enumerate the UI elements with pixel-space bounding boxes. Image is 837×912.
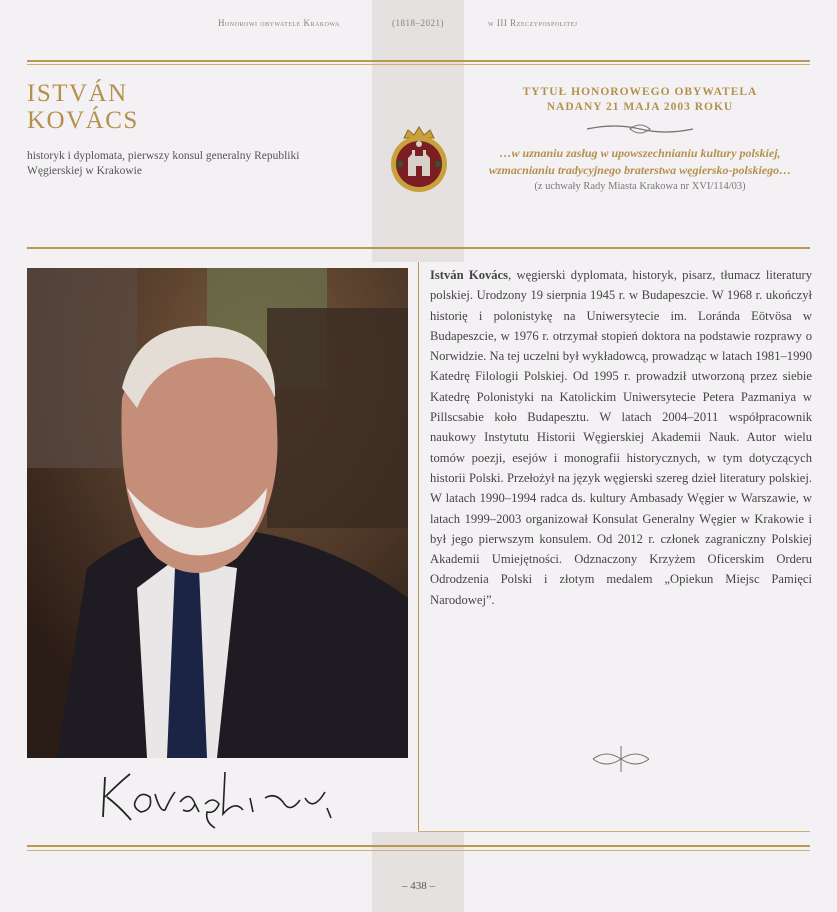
krakow-crest-icon [388,124,450,194]
biography [430,265,812,610]
last-name: KOVÁCS [27,107,139,134]
portrait-photo [27,268,408,758]
title-line-2: NADANY 21 MAJA 2003 ROKU [546,101,734,113]
mid-rule [27,247,810,249]
page-number: – 438 – [402,880,435,892]
running-head-left: Honorowi obywatele Krakowa [218,18,340,28]
portrait-illustration [27,268,408,758]
person-subtitle: historyk i dyplomata, pierwszy konsul generalny Republiki Węgierskiej w Krakowie [27,150,300,177]
top-rule-thin [27,64,810,65]
bottom-inner-rule [418,831,810,832]
first-name: ISTVÁN [27,80,128,107]
running-head-right: w III Rzeczypospolitej [488,18,578,28]
person-name [27,80,139,134]
ornament-icon [591,744,651,774]
title-block [480,85,800,192]
title-source: (z uchwały Rady Miasta Krakowa nr XVI/114/03) [534,181,746,192]
column-divider [418,262,419,832]
bio-text: , węgierski dyplomata, historyk, pisarz, tłumacz literatury polskiej. Urodzony 19 sierpnia 1945 r. w Budapeszcie. W 1968 r. ukończył historię i polonistykę na Uniwersytecie im. Loránda Eötvösa w Budapeszcie, w 1976 r. otrzymał stopień doktora na podstawie rozprawy o Norwidzie. Na tej uczelni był wykładowcą, prowadząc w latach 1981–1990 Katedrę Filologii Polskiej. Od 1995 r. prowadził utworzoną przez siebie Katedrę Polonistyki na Katolickim Uniwersytecie Petera Pazmaniya w Pillscsabie koło Budapesztu. W latach 2004–2011 współpracownik naukowy Instytutu Historii Węgierskiej Akademii Nauk. Autor wielu tomów poezji, esejów i monografii historycznych, w tym dotyczących historii Polski. Przełożył na język węgierski szereg dzieł literatury polskiej. W latach 1990–1994 radca ds. kultury Ambasady Węgier w Warszawie, w latach 1999–2003 organizował Konsulat Generalny Węgier w Krakowie i był jego pierwszym konsulem. Od 2012 r. członek zagraniczny Polskiej Akademii Umiejętności. Odznaczony Krzyżem Oficerskim Orderu Odrodzenia Polski i złotym medalem „Opiekun Miejsc Pamięci Narodowej”. [430,268,812,607]
top-rule [27,60,810,62]
title-line-1: TYTUŁ HONOROWEGO OBYWATELA [522,86,758,98]
bottom-rule-thin [27,850,810,851]
signature [95,762,345,832]
bottom-rule [27,845,810,847]
title-quote: …w uznaniu zasług w upowszechnianiu kultury polskiej, wzmacnianiu tradycyjnego braterstwa węgiersko-polskiego… [488,146,792,177]
bio-name: István Kovács [430,268,509,282]
flourish-icon [585,121,695,137]
running-head-middle: (1818–2021) [392,18,444,28]
